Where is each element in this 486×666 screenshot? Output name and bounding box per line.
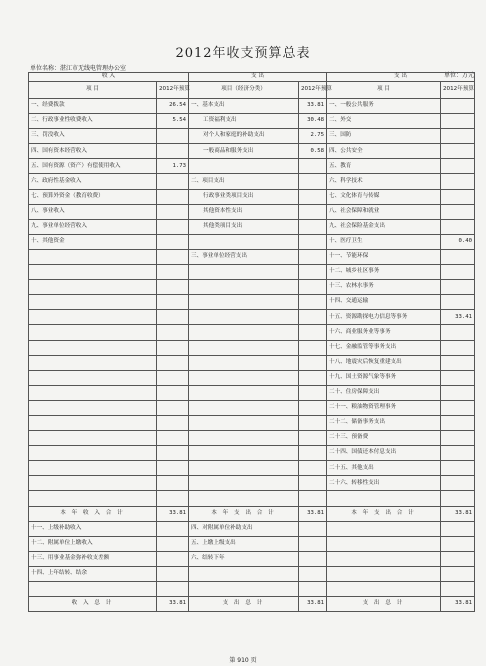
blank-cell	[441, 521, 475, 536]
income-item-value	[157, 174, 189, 189]
table-row	[29, 99, 475, 114]
econ-item-label	[189, 431, 299, 446]
income-item-label: 四、国有资本经营收入	[29, 144, 157, 159]
econ-item-label: 其他类项目支出	[189, 219, 299, 234]
income-item-value	[157, 204, 189, 219]
transfer-row	[29, 566, 475, 581]
income-item-label	[29, 370, 157, 385]
table-row	[29, 249, 475, 264]
func-item-label: 二十一、粮油物资管理事务	[327, 400, 441, 415]
transfer-income-label: 十一、上级补助收入	[29, 521, 157, 536]
func-item-value	[441, 144, 475, 159]
econ-item-label	[189, 400, 299, 415]
table-row	[29, 219, 475, 234]
econ-item-label: 二、项目支出	[189, 174, 299, 189]
table-row	[29, 265, 475, 280]
table-row	[29, 174, 475, 189]
income-item-label	[29, 431, 157, 446]
spend-header: 支 出	[327, 73, 475, 82]
econ-item-label: 其他资本性支出	[189, 204, 299, 219]
func-item-label: 十九、国土资源气象等事务	[327, 370, 441, 385]
income-item-label	[29, 415, 157, 430]
econ-item-value: 2.75	[299, 129, 327, 144]
income-item-value	[157, 310, 189, 325]
income-item-label	[29, 446, 157, 461]
func-item-value	[441, 159, 475, 174]
econ-item-label	[189, 385, 299, 400]
func-item-label: 十、医疗卫生	[327, 234, 441, 249]
econ-item-label: 三、事业单位经营支出	[189, 249, 299, 264]
func-item-label: 十六、商业服务业等事务	[327, 325, 441, 340]
income-item-label	[29, 310, 157, 325]
econ-item-value	[299, 295, 327, 310]
econ-item-label	[189, 325, 299, 340]
blank-cell	[157, 582, 189, 597]
income-total-label: 本 年 收 入 合 计	[29, 506, 157, 521]
income-item-value	[157, 249, 189, 264]
func-item-value	[441, 189, 475, 204]
func-item-label: 八、社会保障和就业	[327, 204, 441, 219]
grand-func-label: 支 出 总 计	[327, 597, 441, 612]
func-item-label: 九、社会保险基金支出	[327, 219, 441, 234]
func-item-value	[441, 129, 475, 144]
table-row	[29, 431, 475, 446]
func-item-value	[441, 174, 475, 189]
func-item-label: 十三、农林水事务	[327, 280, 441, 295]
func-item-label: 二十六、转移性支出	[327, 476, 441, 491]
func-item-value	[441, 114, 475, 129]
grand-total-row	[29, 597, 475, 612]
econ-item-label	[189, 415, 299, 430]
income-item-label: 三、罚没收入	[29, 129, 157, 144]
table-row	[29, 204, 475, 219]
income-item-label	[29, 265, 157, 280]
blank-cell	[327, 491, 441, 506]
income-item-label	[29, 325, 157, 340]
income-item-value	[157, 280, 189, 295]
transfer-expense-value	[299, 536, 327, 551]
income-item-label: 八、事业收入	[29, 204, 157, 219]
func-item-label: 十五、资源勘探电力信息等事务	[327, 310, 441, 325]
func-item-value	[441, 295, 475, 310]
func-item-label: 二十四、国债还本付息支出	[327, 446, 441, 461]
totals-row	[29, 506, 475, 521]
func-item-label: 十七、金融监管等事务支出	[327, 340, 441, 355]
econ-item-value	[299, 234, 327, 249]
func-item-label: 二十二、储备事务支出	[327, 415, 441, 430]
income-item-value: 1.73	[157, 159, 189, 174]
econ-item-label	[189, 234, 299, 249]
blank-cell	[29, 582, 157, 597]
econ-item-label	[189, 265, 299, 280]
unit-label: 单位：万元	[443, 72, 474, 79]
income-item-value	[157, 461, 189, 476]
func-item-value	[441, 446, 475, 461]
econ-item-value	[299, 280, 327, 295]
col-header-budget: 2012年预算	[299, 82, 327, 99]
income-item-value	[157, 355, 189, 370]
func-item-label: 四、公共安全	[327, 144, 441, 159]
income-item-value	[157, 431, 189, 446]
page-title: 2012年收支预算总表	[175, 46, 311, 61]
blank-cell	[327, 551, 441, 566]
econ-item-value	[299, 325, 327, 340]
income-item-label	[29, 461, 157, 476]
col-header-budget: 2012年预算	[441, 82, 475, 99]
econ-item-value	[299, 265, 327, 280]
table-row	[29, 325, 475, 340]
func-item-value	[441, 476, 475, 491]
blank-cell	[441, 582, 475, 597]
income-item-value	[157, 340, 189, 355]
transfer-row	[29, 551, 475, 566]
col-header-item: 项 目	[327, 82, 441, 99]
blank-cell	[441, 536, 475, 551]
blank-cell	[299, 491, 327, 506]
income-item-value	[157, 325, 189, 340]
func-item-label: 二十五、其他支出	[327, 461, 441, 476]
income-item-label: 五、国有资源（资产）有偿使用收入	[29, 159, 157, 174]
econ-item-value	[299, 204, 327, 219]
econ-item-label	[189, 446, 299, 461]
econ-item-value	[299, 159, 327, 174]
econ-item-value	[299, 476, 327, 491]
income-item-value	[157, 234, 189, 249]
econ-item-label: 行政事业类项目支出	[189, 189, 299, 204]
func-item-value	[441, 355, 475, 370]
table-row	[29, 129, 475, 144]
func-item-label: 十四、交通运输	[327, 295, 441, 310]
table-row	[29, 446, 475, 461]
blank-cell	[189, 582, 299, 597]
econ-item-label	[189, 295, 299, 310]
econ-item-label	[189, 159, 299, 174]
func-item-label: 一、一般公共服务	[327, 99, 441, 114]
econ-item-label: 一般商品和服务支出	[189, 144, 299, 159]
table-row	[29, 340, 475, 355]
unit-name: 单位名称：湛江市无线电管理办公室	[30, 65, 127, 72]
blank-cell	[189, 491, 299, 506]
func-item-label: 十二、城乡社区事务	[327, 265, 441, 280]
func-item-label: 二、外交	[327, 114, 441, 129]
blank-cell	[157, 491, 189, 506]
grand-income-label: 收 入 总 计	[29, 597, 157, 612]
income-item-label: 七、预算外资金（教育收费）	[29, 189, 157, 204]
table-row	[29, 159, 475, 174]
spacer-row	[29, 582, 475, 597]
econ-item-value	[299, 431, 327, 446]
econ-item-label	[189, 355, 299, 370]
econ-item-value	[299, 446, 327, 461]
table-row	[29, 310, 475, 325]
table-row	[29, 355, 475, 370]
econ-item-value	[299, 340, 327, 355]
income-item-value	[157, 446, 189, 461]
transfer-expense-value	[299, 566, 327, 581]
func-item-label: 七、文化体育与传媒	[327, 189, 441, 204]
expense-header: 支 出	[189, 73, 327, 82]
func-item-value	[441, 325, 475, 340]
income-item-value: 26.54	[157, 99, 189, 114]
page-number: 第 910 页	[229, 657, 257, 664]
econ-total-value: 33.81	[299, 506, 327, 521]
econ-item-value: 0.58	[299, 144, 327, 159]
income-item-label	[29, 385, 157, 400]
budget-table	[28, 72, 475, 612]
table-row	[29, 114, 475, 129]
header-row	[29, 82, 475, 99]
blank-cell	[327, 536, 441, 551]
transfer-income-label: 十三、用事业基金弥补收支差额	[29, 551, 157, 566]
econ-item-value	[299, 415, 327, 430]
func-item-value: 0.40	[441, 234, 475, 249]
income-item-label: 二、行政事业性收费收入	[29, 114, 157, 129]
grand-func-value: 33.81	[441, 597, 475, 612]
econ-item-value	[299, 370, 327, 385]
econ-item-value	[299, 189, 327, 204]
table-row	[29, 370, 475, 385]
income-header: 收 入	[29, 73, 189, 82]
table-row	[29, 144, 475, 159]
blank-cell	[441, 491, 475, 506]
blank-cell	[327, 566, 441, 581]
transfer-income-value	[157, 551, 189, 566]
table-row	[29, 280, 475, 295]
econ-item-value	[299, 355, 327, 370]
econ-item-label	[189, 280, 299, 295]
col-header-item: 项 目	[29, 82, 157, 99]
income-item-label	[29, 249, 157, 264]
func-item-label: 六、科学技术	[327, 174, 441, 189]
func-item-label: 十一、节能环保	[327, 249, 441, 264]
grand-income-value: 33.81	[157, 597, 189, 612]
func-item-value	[441, 461, 475, 476]
blank-cell	[327, 582, 441, 597]
transfer-income-label: 十二、附属单位上缴收入	[29, 536, 157, 551]
func-item-label: 二十、住房保障支出	[327, 385, 441, 400]
econ-item-label: 对个人和家庭的补助支出	[189, 129, 299, 144]
econ-item-label: 一、基本支出	[189, 99, 299, 114]
econ-item-label	[189, 461, 299, 476]
transfer-income-label: 十四、上年结转、结余	[29, 566, 157, 581]
func-total-value: 33.81	[441, 506, 475, 521]
income-item-value	[157, 144, 189, 159]
transfer-row	[29, 521, 475, 536]
blank-cell	[327, 521, 441, 536]
econ-total-label: 本 年 支 出 合 计	[189, 506, 299, 521]
econ-item-value	[299, 310, 327, 325]
header-row	[29, 73, 475, 82]
income-item-value	[157, 476, 189, 491]
income-item-label: 十、其他资金	[29, 234, 157, 249]
func-item-value	[441, 265, 475, 280]
income-item-label	[29, 400, 157, 415]
func-item-value	[441, 385, 475, 400]
income-item-label	[29, 340, 157, 355]
func-item-value	[441, 249, 475, 264]
blank-cell	[441, 551, 475, 566]
transfer-expense-value	[299, 551, 327, 566]
transfer-expense-label: 六、结转下年	[189, 551, 299, 566]
transfer-income-value	[157, 521, 189, 536]
econ-item-value	[299, 461, 327, 476]
col-header-budget: 2012年预算	[157, 82, 189, 99]
income-item-value: 5.54	[157, 114, 189, 129]
income-item-value	[157, 370, 189, 385]
econ-item-label: 工资福利支出	[189, 114, 299, 129]
func-item-value	[441, 400, 475, 415]
transfer-income-value	[157, 536, 189, 551]
table-row	[29, 189, 475, 204]
income-item-value	[157, 265, 189, 280]
econ-item-value: 33.81	[299, 99, 327, 114]
income-item-label	[29, 355, 157, 370]
transfer-income-value	[157, 566, 189, 581]
func-item-label: 十八、地震灾后恢复重建支出	[327, 355, 441, 370]
func-item-value: 33.41	[441, 310, 475, 325]
table-row	[29, 234, 475, 249]
econ-item-value: 30.48	[299, 114, 327, 129]
transfer-expense-label	[189, 566, 299, 581]
func-total-label: 本 年 支 出 合 计	[327, 506, 441, 521]
income-item-value	[157, 385, 189, 400]
col-header-econ-item: 项目（经济分类）	[189, 82, 299, 99]
econ-item-value	[299, 400, 327, 415]
blank-cell	[299, 582, 327, 597]
econ-item-label	[189, 370, 299, 385]
income-item-value	[157, 129, 189, 144]
blank-cell	[441, 566, 475, 581]
income-total-value: 33.81	[157, 506, 189, 521]
func-item-label: 五、教育	[327, 159, 441, 174]
func-item-value	[441, 204, 475, 219]
func-item-value	[441, 340, 475, 355]
func-item-value	[441, 431, 475, 446]
table-row	[29, 415, 475, 430]
blank-cell	[29, 491, 157, 506]
income-item-value	[157, 400, 189, 415]
table-row	[29, 476, 475, 491]
transfer-expense-value	[299, 521, 327, 536]
func-item-value	[441, 415, 475, 430]
table-row	[29, 385, 475, 400]
income-item-value	[157, 189, 189, 204]
func-item-label: 二十三、预备费	[327, 431, 441, 446]
econ-item-label	[189, 310, 299, 325]
func-item-label: 三、国防	[327, 129, 441, 144]
income-item-label: 九、事业单位经营收入	[29, 219, 157, 234]
table-row	[29, 461, 475, 476]
spacer-row	[29, 491, 475, 506]
table-row	[29, 400, 475, 415]
transfer-expense-label: 五、上缴上级支出	[189, 536, 299, 551]
econ-item-value	[299, 385, 327, 400]
grand-econ-label: 支 出 总 计	[189, 597, 299, 612]
func-item-value	[441, 370, 475, 385]
income-item-label: 六、政府性基金收入	[29, 174, 157, 189]
econ-item-label	[189, 340, 299, 355]
grand-econ-value: 33.81	[299, 597, 327, 612]
econ-item-value	[299, 174, 327, 189]
income-item-label	[29, 280, 157, 295]
transfer-row	[29, 536, 475, 551]
income-item-value	[157, 219, 189, 234]
func-item-value	[441, 99, 475, 114]
income-item-value	[157, 415, 189, 430]
func-item-value	[441, 219, 475, 234]
econ-item-value	[299, 219, 327, 234]
transfer-expense-label: 四、对附属单位补助支出	[189, 521, 299, 536]
income-item-value	[157, 295, 189, 310]
econ-item-label	[189, 476, 299, 491]
income-item-label	[29, 476, 157, 491]
econ-item-value	[299, 249, 327, 264]
func-item-value	[441, 280, 475, 295]
income-item-label: 一、经费拨款	[29, 99, 157, 114]
income-item-label	[29, 295, 157, 310]
table-row	[29, 295, 475, 310]
